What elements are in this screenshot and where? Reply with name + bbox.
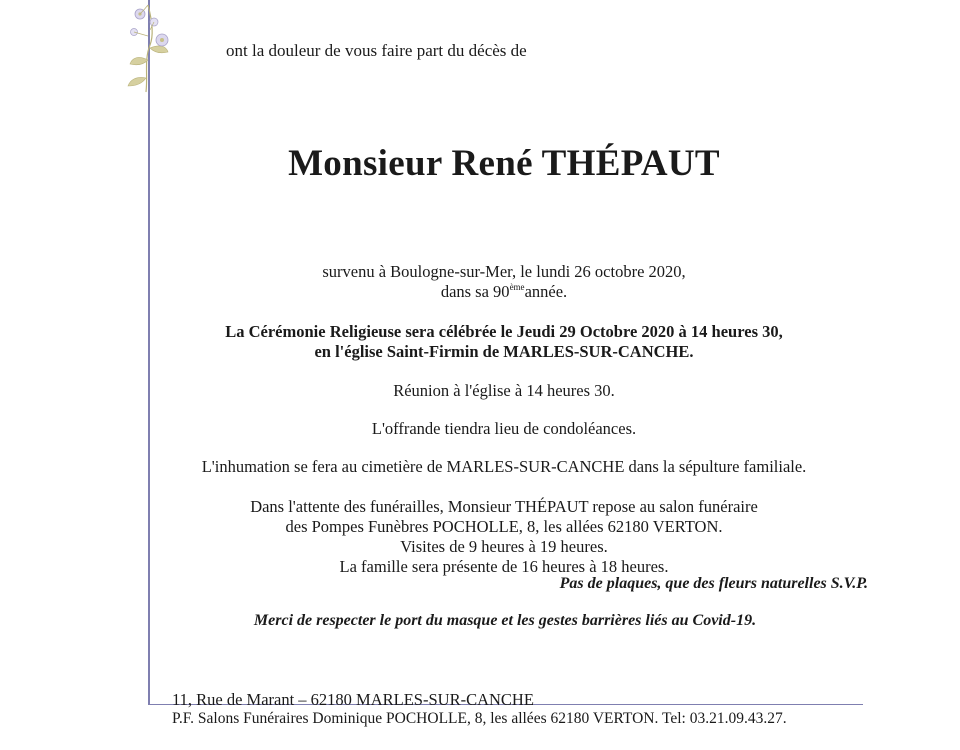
ceremony-line-1: La Cérémonie Religieuse sera célébrée le Jeudi 29 Octobre 2020 à 14 heures 30, xyxy=(225,322,783,341)
funeral-home-line-1: Dans l'attente des funérailles, Monsieur THÉPAUT repose au salon funéraire xyxy=(250,497,758,516)
offering-text: L'offrande tiendra lieu de condoléances. xyxy=(371,419,637,438)
funeral-home-details xyxy=(0,497,960,577)
death-line: survenu à Boulogne-sur-Mer, le lundi 26 octobre 2020, xyxy=(322,262,686,281)
visits-line: Visites de 9 heures à 19 heures. xyxy=(400,537,608,556)
death-details xyxy=(0,262,960,302)
deceased-name: Monsieur René THÉPAUT xyxy=(288,143,720,184)
funeral-home-footer: P.F. Salons Funéraires Dominique POCHOLLE, 8, les allées 62180 VERTON. Tel: 03.21.09.43.27. xyxy=(172,710,787,727)
age-superscript: ème xyxy=(509,282,525,292)
meeting-text: Réunion à l'église à 14 heures 30. xyxy=(393,381,615,400)
ceremony-details xyxy=(0,322,960,362)
ceremony-line-2: en l'église Saint-Firmin de MARLES-SUR-CANCHE. xyxy=(314,342,694,361)
funeral-home-line-2: des Pompes Funèbres POCHOLLE, 8, les allées 62180 VERTON. xyxy=(285,517,723,536)
covid-notice: Merci de respecter le port du masque et les gestes barrières liés au Covid-19. xyxy=(253,612,757,629)
flower-ornament-icon xyxy=(118,0,180,95)
flowers-notice: Pas de plaques, que des fleurs naturelles S.V.P. xyxy=(559,575,868,592)
age-line: dans sa 90èmeannée. xyxy=(440,282,568,301)
burial-text: L'inhumation se fera au cimetière de MARLES-SUR-CANCHE dans la sépulture familiale. xyxy=(201,457,807,476)
deceased-name-heading xyxy=(0,142,960,185)
family-presence-line: La famille sera présente de 16 heures à 18 heures. xyxy=(339,557,669,576)
family-address: 11, Rue de Marant – 62180 MARLES-SUR-CANCHE xyxy=(172,690,534,709)
intro-text: ont la douleur de vous faire part du décès de xyxy=(226,41,527,60)
